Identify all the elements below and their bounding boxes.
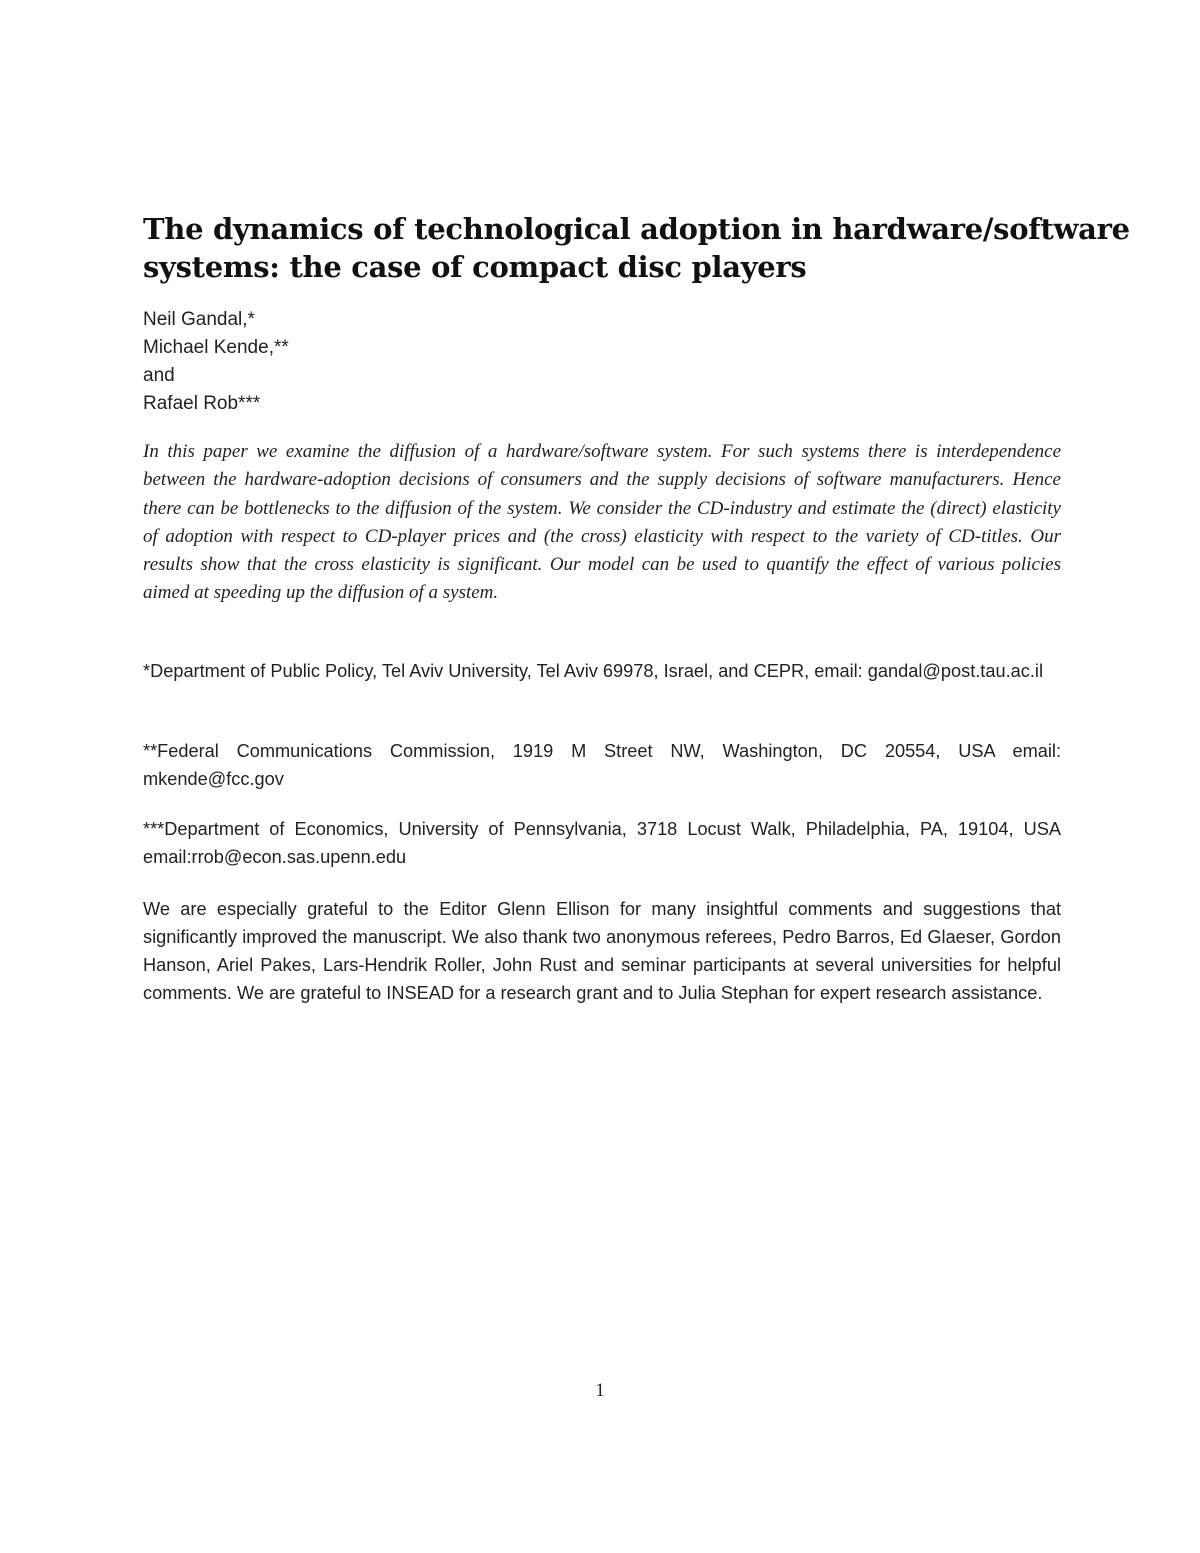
page-number: 1: [595, 1380, 605, 1401]
acknowledgment-text: We are especially grateful to the Editor Glenn Ellison for many insightful comments and suggestions that significantly improved the manuscript. We also thank two anonymous referees, Pedro Barros, Ed Glaeser, Gordon Hanson, Ariel Pakes, Lars-Hendrik Roller, John Rust and seminar participants at several universities for helpful comments. We are grateful to INSEAD for a research grant and to Julia Stephan for expert research assistance.: [143, 899, 1061, 1003]
author-rob: Rafael Rob***: [143, 393, 261, 414]
affiliation-gandal: *Department of Public Policy, Tel Aviv University, Tel Aviv 69978, Israel, and CEPR, email: gandal@post.tau.ac.il: [143, 661, 1043, 681]
author-gandal: Neil Gandal,*: [143, 309, 255, 330]
author-kende: Michael Kende,**: [143, 337, 289, 358]
abstract-text: In this paper we examine the diffusion of a hardware/software system. For such systems there is interdependence between the hardware-adoption decisions of consumers and the supply decisions of software manufacturers. Hence there can be bottlenecks to the diffusion of the system. We consider the CD-industry and estimate the (direct) elasticity of adoption with respect to CD-player prices and (the cross) elasticity with respect to the variety of CD-titles. Our results show that the cross elasticity is significant. Our model can be used to quantify the effect of various policies aimed at speeding up the diffusion of a system.: [143, 441, 1061, 604]
affiliation-kende: **Federal Communications Commission, 1919 M Street NW, Washington, DC 20554, USA email: mkende@fcc.gov: [143, 741, 1061, 789]
affiliation-rob: ***Department of Economics, University of Pennsylvania, 3718 Locust Walk, Philadelphia, PA, 19104, USA email:rrob@econ.sas.upenn.edu: [143, 819, 1061, 867]
author-conjunction: and: [143, 365, 175, 386]
author-list: [143, 306, 289, 418]
paper-title: The dynamics of technological adoption in hardware/software systems: the case of compact disc players: [143, 212, 1130, 284]
